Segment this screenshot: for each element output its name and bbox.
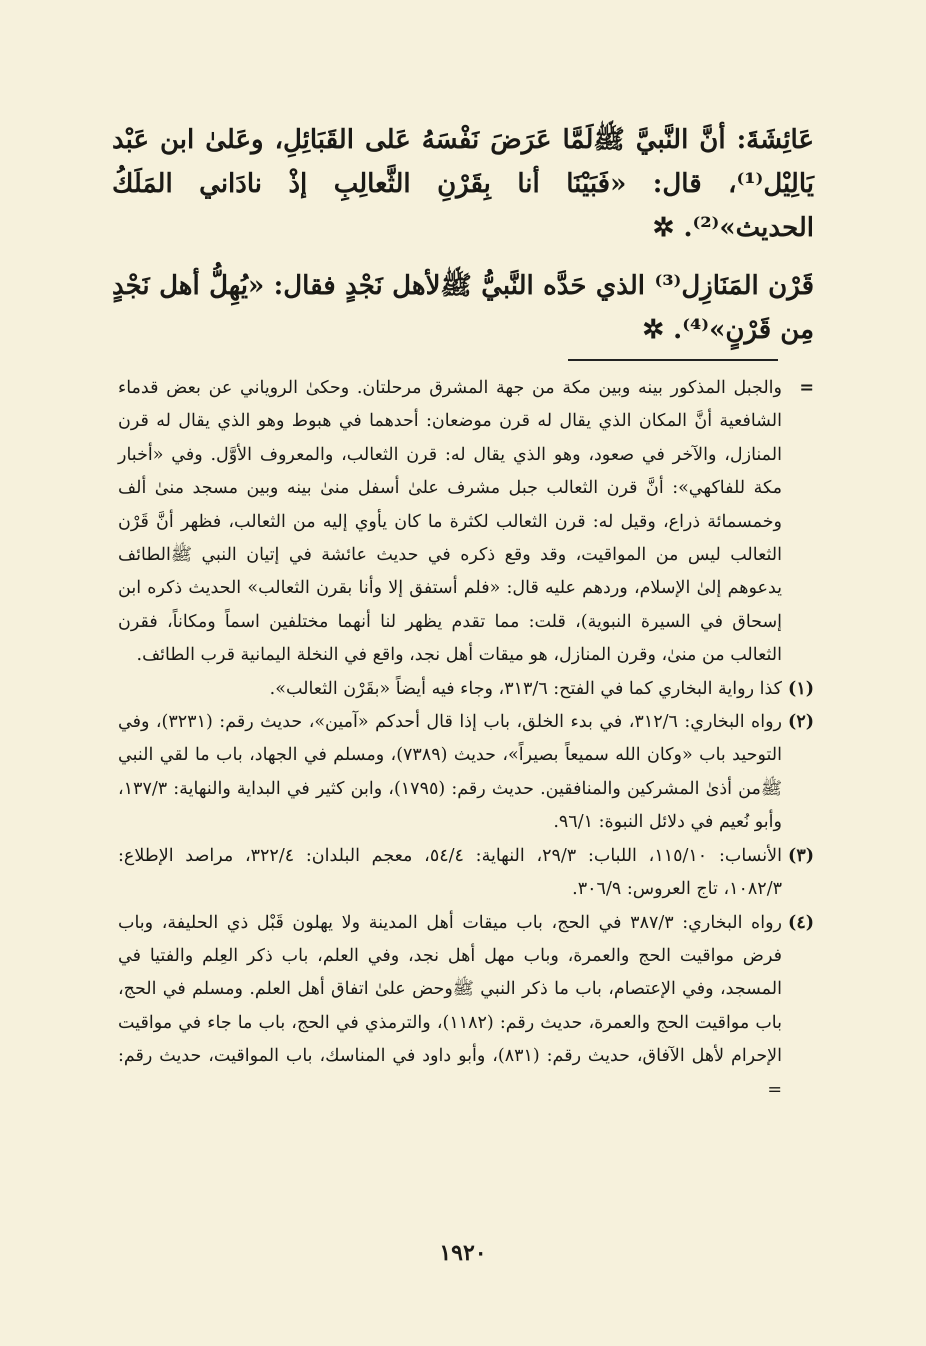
footnote-number: (١) (788, 678, 814, 699)
footnote-number: (٤) (788, 912, 814, 933)
main-paragraph-1: عَائِشَةَ: أنَّ النَّبيَّ ﷺلَمَّا عَرَضَ نَفْسَهُ عَلى القَبَائِلِ، وعَلىٰ ابن عَبْد يَالِيْل⁽¹⁾، قال: «فَبَيْنَا أنا بِقَرْنِ الثَّعالِبِ إذْ نادَاني المَلَكُ الحديث»⁽²⁾. ✲ (112, 125, 814, 243)
footnote-text: رواه البخاري: ٣٨٧/٣ في الحج، باب ميقات أهل المدينة ولا يهلون قَبْل ذي الحليفة، وباب فرض مواقيت الحج والعمرة، وباب مهل أهل نجد، وفي العلم، باب ذكر العِلم والفتيا في المسجد، وفي الإعتصام، باب ما ذكر النبي ﷺوحض علىٰ اتفاق أهل العلم. ومسلم في الحج، باب مواقيت الحج والعمرة، حديث رقم: (١١٨٢)، والترمذي في الحج، باب ما جاء في مواقيت الإحرام لأهل الآفاق، حديث رقم: (٨٣١)، وأبو داود في المناسك، باب المواقيت، حديث رقم: = (118, 912, 782, 1100)
main-text (112, 118, 814, 366)
footnote-number: (٢) (788, 712, 814, 733)
footnote-3 (118, 840, 814, 907)
continuation-text: والجبل المذكور بينه وبين مكة من جهة المشرق مرحلتان. وحكىٰ الروياني عن بعض قدماء الشافعية أنَّ المكان الذي يقال له قرن موضعان: أحدهما في هبوط وهو الذي يقال له قرن المنازل، والآخر في صعود، وهو الذي يقال له: قرن الثعالب، والمعروف الأوَّل. وفي «أخبار مكة للفاكهي»: أنَّ قرن الثعالب جبل مشرف علىٰ أسفل منىٰ بينه وبين مسجد منىٰ ألف وخمسمائة ذراع، وقيل له: قرن الثعالب لكثرة ما كان يأوي إليه من الثعالب، فظهر أنَّ قَرْن الثعالب ليس من المواقيت، وقد وقع ذكره في حديث عائشة في إتيان النبي ﷺالطائف يدعوهم إلىٰ الإسلام، وردهم عليه قال: «فلم أستفق إلا وأنا بقرن الثعالب» الحديث ذكره ابن إسحاق في السيرة النبوية)، قلت: مما تقدم يظهر لنا أنهما مختلفين اسماً ومكاناً، فقرن الثعالب من منىٰ، وقرن المنازل، هو ميقات أهل نجد، واقع في النخلة اليمانية قرب الطائف. (118, 378, 782, 666)
footnote-continuation (118, 372, 814, 673)
page-number: ١٩٢٠ (439, 1240, 487, 1266)
footnote-separator (568, 359, 778, 361)
footnote-number: (٣) (788, 845, 814, 866)
continuation-mark: = (799, 378, 814, 398)
footnote-4 (118, 907, 814, 1107)
footnote-1 (118, 673, 814, 706)
footnotes (118, 372, 814, 1107)
footnote-2 (118, 706, 814, 840)
footnote-text: الأنساب: ١١٥/١٠، اللباب: ٢٩/٣، النهاية: ٥٤/٤، معجم البلدان: ٣٢٢/٤، مراصد الإطلاع: ١٠٨٢/٣، تاج العروس: ٣٠٦/٩. (118, 845, 782, 900)
footnote-text: كذا رواية البخاري كما في الفتح: ٣١٣/٦، وجاء فيه أيضاً «بقَرْن الثعالب». (269, 678, 782, 699)
main-paragraph-2: قَرْن المَنَازِل⁽³⁾ الذي حَدَّه النَّبيُّ ﷺلأهل نَجْدٍ فقال: «يُهِلُّ أهل نَجْدٍ مِن قَرْنٍ»⁽⁴⁾. ✲ (112, 271, 814, 345)
footnote-text: رواه البخاري: ٣١٢/٦، في بدء الخلق، باب إذا قال أحدكم «آمين»، حديث رقم: (٣٢٣١)، وفي التوحيد باب «وكان الله سميعاً بصيراً»، حديث (٧٣٨٩)، ومسلم في الجهاد، باب ما لقي النبي ﷺمن أذىٰ المشركين والمنافقين. حديث رقم: (١٧٩٥)، وابن كثير في البداية والنهاية: ١٣٧/٣، وأبو نُعيم في دلائل النبوة: ٩٦/١. (118, 712, 782, 833)
